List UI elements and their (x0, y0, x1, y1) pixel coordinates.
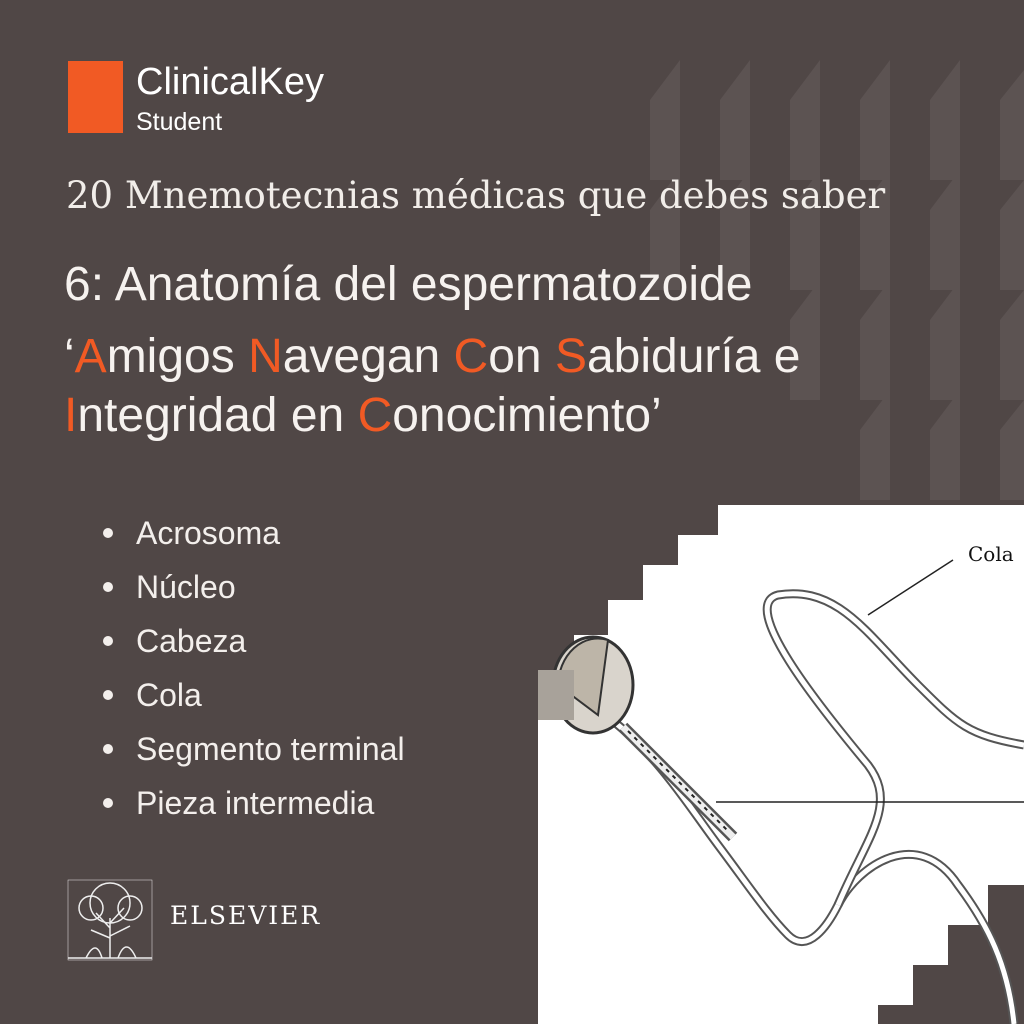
bullet-icon (103, 528, 113, 538)
label-cola: Cola (968, 542, 1014, 566)
brand-subtitle: Student (136, 108, 223, 136)
mnemonic-initial: C (453, 330, 489, 383)
mnemonic-initial: A (74, 330, 107, 383)
list-item: Núcleo (103, 560, 405, 614)
list-item: Cabeza (103, 614, 405, 668)
publisher-name: ELSEVIER (170, 901, 322, 930)
list-item: Pieza intermedia (103, 776, 405, 830)
bullet-icon (103, 636, 113, 646)
mnemonic-text: ntegridad en (77, 389, 358, 442)
term-list (103, 506, 405, 830)
mnemonic-phrase (64, 327, 964, 445)
bullet-icon (103, 798, 113, 808)
bullet-icon (103, 690, 113, 700)
bullet-icon (103, 582, 113, 592)
mnemonic-initial: S (554, 330, 587, 383)
mnemonic-initial: N (248, 330, 283, 383)
brand-name: ClinicalKey (136, 61, 324, 103)
mnemonic-text: onocimiento’ (392, 389, 662, 442)
mnemonic-text: migos (106, 330, 249, 383)
list-item: Cola (103, 668, 405, 722)
mnemonic-initial: C (357, 389, 393, 442)
mnemonic-line-1 (64, 327, 964, 386)
mnemonic-text: ‘ (64, 330, 75, 383)
mnemonic-line-2 (64, 386, 964, 445)
list-item: Segmento terminal (103, 722, 405, 776)
mnemonic-text: on (488, 330, 555, 383)
mnemonic-text: abiduría e (586, 330, 801, 383)
page-title: 6: Anatomía del espermatozoide (64, 258, 753, 311)
bullet-icon (103, 744, 113, 754)
list-item: Acrosoma (103, 506, 405, 560)
series-title: 20 Mnemotecnias médicas que debes saber (66, 174, 886, 217)
mnemonic-text: avegan (282, 330, 454, 383)
sperm-illustration (538, 505, 1024, 1024)
mnemonic-initial: I (64, 389, 78, 442)
clinicalkey-logo-square (68, 61, 123, 133)
